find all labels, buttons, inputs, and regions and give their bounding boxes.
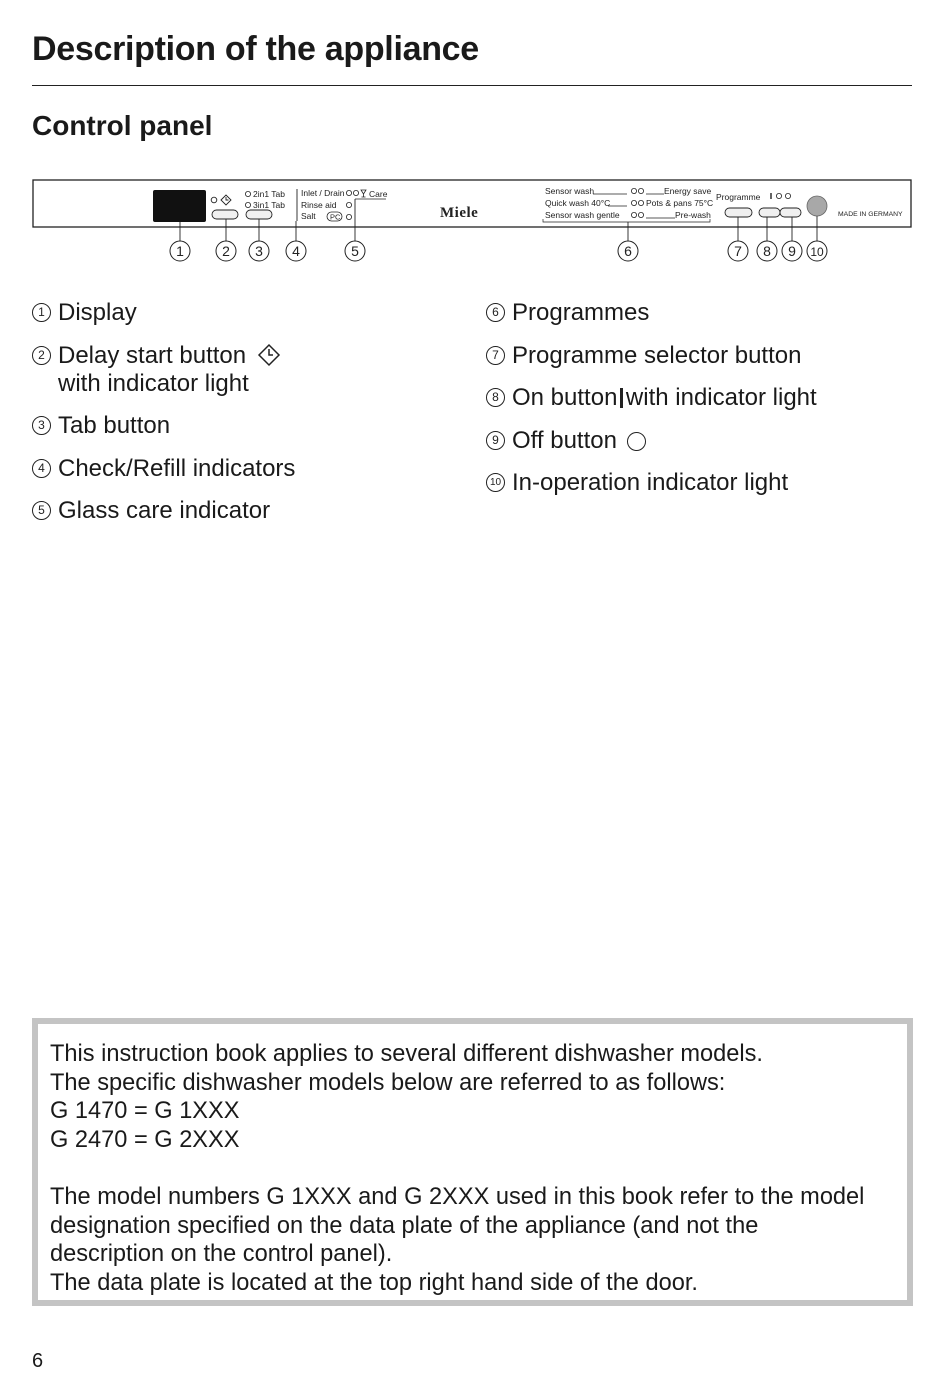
legend-text: Programmes <box>512 299 650 326</box>
legend-item <box>32 412 452 440</box>
rinse-aid-label: Rinse aid <box>301 200 337 210</box>
note-spacer <box>50 1154 900 1183</box>
sensor-wash-gentle-label: Sensor wash gentle <box>545 210 620 220</box>
legend-right <box>486 299 916 512</box>
note-line: G 1470 = G 1XXX <box>50 1098 240 1125</box>
legend-text-cont: with indicator light <box>58 369 249 397</box>
callout-9: 9 <box>788 243 796 259</box>
control-panel-diagram <box>0 172 950 272</box>
inlet-drain-label: Inlet / Drain <box>301 188 345 198</box>
callout-3: 3 <box>255 243 263 259</box>
legend-number: 8 <box>486 388 505 407</box>
quick-wash-label: Quick wash 40°C <box>545 198 611 208</box>
energy-save-label: Energy save <box>664 186 712 196</box>
delay-start-icon <box>257 343 281 367</box>
legend-number: 5 <box>32 501 51 520</box>
display-screen <box>153 190 206 222</box>
note-line: The data plate is located at the top right hand side of the door. <box>50 1269 698 1296</box>
programme-label: Programme <box>716 192 761 202</box>
note-line: designation specified on the data plate of the appliance (and not the <box>50 1212 759 1239</box>
tab-button <box>246 210 272 219</box>
legend-item <box>486 342 916 370</box>
off-symbol-icon <box>627 432 646 451</box>
callout-4: 4 <box>292 243 300 259</box>
note-line: G 2470 = G 2XXX <box>50 1126 240 1153</box>
legend-text: Delay start button <box>58 341 247 369</box>
on-button <box>759 208 780 217</box>
legend-item <box>486 427 916 455</box>
legend-number: 1 <box>32 303 51 322</box>
legend-number: 6 <box>486 303 505 322</box>
page-title: Description of the appliance <box>32 30 479 68</box>
delay-start-button <box>212 210 238 219</box>
legend-item <box>486 299 916 327</box>
care-label: Care <box>369 189 388 199</box>
legend-text-cont: with indicator light <box>625 384 817 412</box>
callout-1: 1 <box>176 243 184 259</box>
delay-start-icon <box>221 195 231 205</box>
brand-logo: Miele <box>440 205 479 221</box>
legend-item <box>486 469 916 497</box>
legend-text: Check/Refill indicators <box>58 454 296 482</box>
callout-8: 8 <box>763 243 771 259</box>
in-operation-light <box>807 196 827 216</box>
callout-10: 10 <box>810 245 824 259</box>
on-symbol-icon <box>620 388 623 408</box>
legend-number: 2 <box>32 346 51 365</box>
pots-pans-label: Pots & pans 75°C <box>646 198 714 208</box>
legend-text: On button <box>512 384 618 412</box>
legend-text: In-operation indicator light <box>512 469 789 497</box>
legend-text: Glass care indicator <box>58 497 271 525</box>
legend-number: 3 <box>32 416 51 435</box>
legend-number: 7 <box>486 346 505 365</box>
callout-5: 5 <box>351 243 359 259</box>
legend-text: Programme selector button <box>512 341 802 369</box>
legend-item <box>32 342 452 398</box>
tab-2in1-label: 2in1 Tab <box>253 189 285 199</box>
legend-item <box>32 455 452 483</box>
legend-number: 10 <box>486 473 505 492</box>
legend-text: Tab button <box>58 412 171 440</box>
salt-label: Salt <box>301 211 316 221</box>
legend-number: 4 <box>32 459 51 478</box>
legend-left <box>32 299 452 540</box>
title-divider <box>32 85 912 86</box>
off-button <box>780 208 801 217</box>
model-note-box <box>32 1018 913 1306</box>
legend-text: Display <box>58 299 137 326</box>
note-line: The specific dishwasher models below are referred to as follows: <box>50 1069 726 1096</box>
made-in-label: MADE IN GERMANY <box>838 211 903 218</box>
note-line: description on the control panel). <box>50 1241 393 1268</box>
section-title: Control panel <box>32 110 213 141</box>
note-text <box>50 1040 900 1297</box>
callout-6: 6 <box>624 243 632 259</box>
callout-2: 2 <box>222 243 230 259</box>
note-line: This instruction book applies to several different dishwasher models. <box>50 1041 763 1067</box>
callout-7: 7 <box>734 243 742 259</box>
sensor-wash-label: Sensor wash <box>545 186 595 196</box>
pc-badge: PC <box>330 212 341 222</box>
tab-3in1-label: 3in1 Tab <box>253 200 285 210</box>
pre-wash-label: Pre-wash <box>675 210 711 220</box>
legend-item <box>486 384 916 412</box>
glass-icon <box>361 190 366 197</box>
legend-item <box>32 497 452 525</box>
note-line: The model numbers G 1XXX and G 2XXX used in this book refer to the model <box>50 1183 865 1210</box>
page-number: 6 <box>32 1350 44 1372</box>
legend-text: Off button <box>512 426 617 454</box>
legend-item <box>32 299 452 327</box>
legend-number: 9 <box>486 431 505 450</box>
programme-selector-button <box>725 208 752 217</box>
delay-indicator-light <box>211 197 217 203</box>
